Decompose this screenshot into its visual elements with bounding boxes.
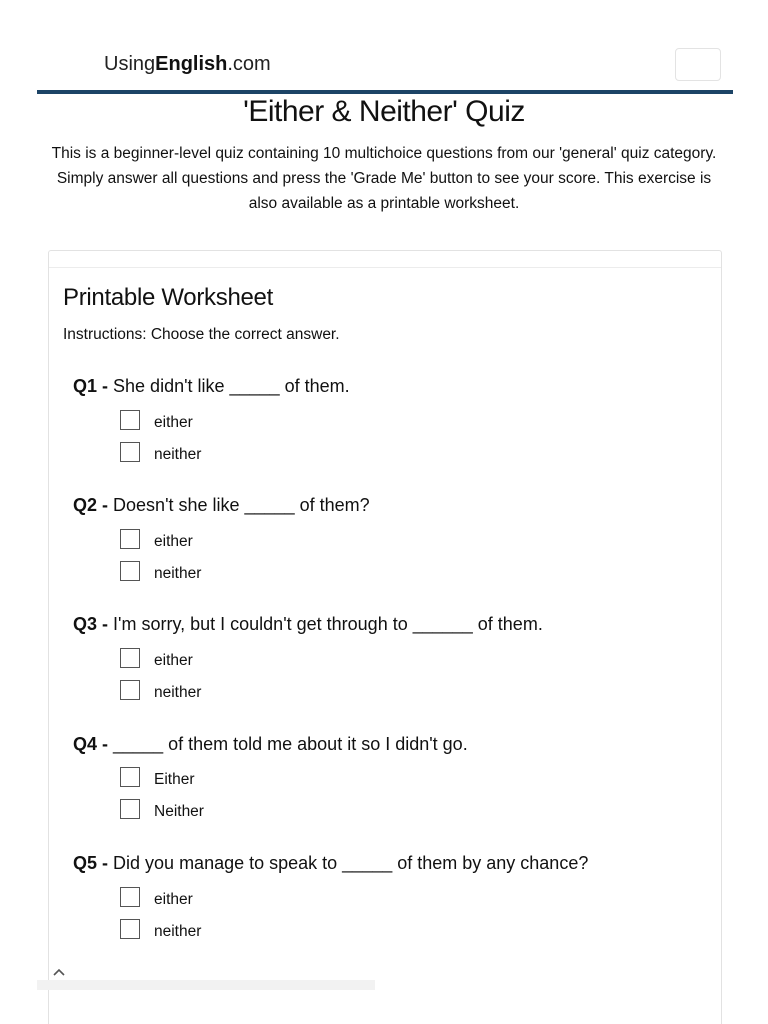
option-label: either [154, 414, 193, 431]
option-label: neither [154, 565, 202, 582]
card-top-bar [49, 251, 721, 268]
logo-suffix: .com [227, 53, 271, 75]
option-checkbox[interactable] [120, 561, 140, 581]
question-4 [73, 732, 713, 820]
question-text-line [73, 851, 713, 875]
page-title: 'Either & Neither' Quiz [243, 95, 525, 128]
question-text: Did you manage to speak to _____ of them by any chance? [113, 853, 589, 873]
worksheet-card [48, 250, 722, 1024]
question-text-line [73, 374, 713, 398]
option-label: Neither [154, 803, 204, 820]
worksheet-title: Printable Worksheet [63, 284, 273, 311]
question-text: I'm sorry, but I couldn't get through to ______ of them. [113, 614, 543, 634]
option-label: neither [154, 446, 202, 463]
option-label: either [154, 891, 193, 908]
question-number: Q1 - [73, 376, 109, 396]
question-text: Doesn't she like _____ of them? [113, 495, 370, 515]
option-checkbox[interactable] [120, 529, 140, 549]
chevron-up-icon[interactable] [52, 962, 72, 982]
logo-bold: English [155, 53, 228, 75]
option-checkbox[interactable] [120, 442, 140, 462]
option-label: either [154, 533, 193, 550]
menu-button[interactable] [675, 48, 721, 81]
option-checkbox[interactable] [120, 767, 140, 787]
question-3 [73, 612, 713, 701]
question-number: Q2 - [73, 495, 109, 515]
option-label: either [154, 652, 193, 669]
question-text: _____ of them told me about it so I didn't go. [113, 734, 468, 754]
option-label: neither [154, 923, 202, 940]
logo-prefix: Using [104, 53, 156, 75]
question-text-line [73, 732, 713, 756]
chevron-up-icon-svg [52, 967, 66, 977]
option-checkbox[interactable] [120, 648, 140, 668]
option-label: Either [154, 771, 195, 788]
question-text-line [73, 493, 713, 517]
intro-text: This is a beginner-level quiz containing 10 multichoice questions from our 'general' quiz category. Simply answer all questions and press the 'Grade Me' button to see your score. This exercise is also available as a printable worksheet. [51, 145, 717, 212]
option-checkbox[interactable] [120, 410, 140, 430]
option-checkbox[interactable] [120, 919, 140, 939]
option-checkbox[interactable] [120, 680, 140, 700]
question-text: She didn't like _____ of them. [113, 376, 350, 396]
worksheet-instructions: Instructions: Choose the correct answer. [63, 326, 340, 343]
question-1 [73, 374, 713, 463]
question-number: Q3 - [73, 614, 109, 634]
option-checkbox[interactable] [120, 887, 140, 907]
site-logo[interactable] [104, 51, 271, 77]
question-number: Q5 - [73, 853, 109, 873]
option-label: neither [154, 684, 202, 701]
option-checkbox[interactable] [120, 799, 140, 819]
question-text-line [73, 612, 713, 636]
question-2 [73, 493, 713, 582]
question-5 [73, 851, 713, 940]
site-header [0, 0, 768, 92]
bottom-ad-strip [37, 980, 375, 990]
question-number: Q4 - [73, 734, 109, 754]
